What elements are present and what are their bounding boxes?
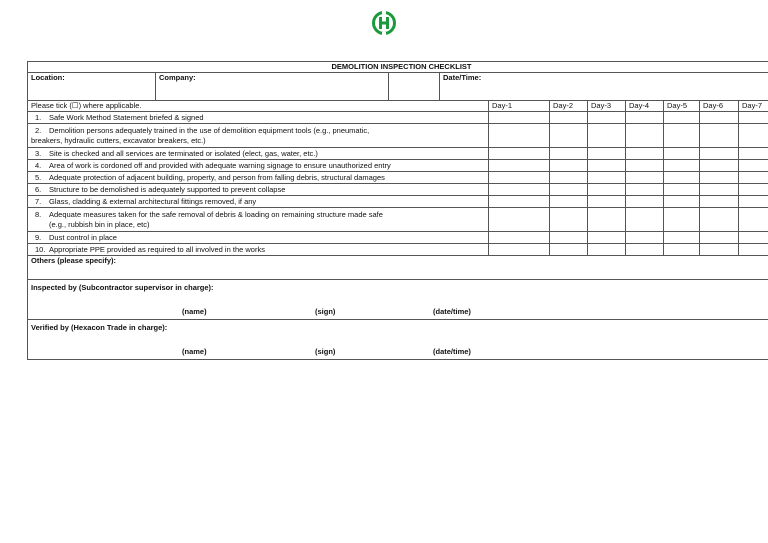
- others-label: Others (please specify):: [31, 256, 117, 265]
- day-header-2: Day-2: [550, 101, 588, 112]
- item-text: Adequate measures taken for the safe removal of debris & loading on remaining structure made safe: [49, 209, 383, 219]
- tick-cell-7[interactable]: [739, 172, 768, 184]
- verified-by-block[interactable]: [28, 320, 768, 360]
- tick-cell-4[interactable]: [626, 172, 664, 184]
- tick-cell-4[interactable]: [626, 160, 664, 172]
- tick-cell-1[interactable]: [489, 148, 550, 160]
- day-header-3: Day-3: [588, 101, 626, 112]
- tick-cell-3[interactable]: [588, 196, 626, 208]
- tick-cell-4[interactable]: [626, 148, 664, 160]
- tick-cell-1[interactable]: [489, 124, 550, 148]
- tick-cell-7[interactable]: [739, 160, 768, 172]
- day-header-4: Day-4: [626, 101, 664, 112]
- verified-date-label: (date/time): [433, 347, 471, 356]
- tick-cell-7[interactable]: [739, 124, 768, 148]
- tick-cell-5[interactable]: [664, 208, 700, 232]
- item-number: 1.: [35, 112, 42, 122]
- tick-cell-4[interactable]: [626, 112, 664, 124]
- item-number: 2.: [35, 125, 42, 135]
- tick-cell-5[interactable]: [664, 184, 700, 196]
- tick-cell-4[interactable]: [626, 244, 664, 256]
- tick-cell-3[interactable]: [588, 160, 626, 172]
- item-number: 8.: [35, 209, 42, 219]
- tick-instruction: Please tick (☐) where applicable.: [28, 101, 489, 112]
- company-logo: [370, 9, 398, 37]
- inspected-sign-label: (sign): [315, 307, 336, 316]
- tick-cell-2[interactable]: [550, 172, 588, 184]
- tick-cell-3[interactable]: [588, 232, 626, 244]
- tick-cell-4[interactable]: [626, 184, 664, 196]
- tick-cell-6[interactable]: [700, 172, 739, 184]
- inspected-name-label: (name): [182, 307, 207, 316]
- item-text: Demolition persons adequately trained in the use of demolition equipment tools (e.g., pneumatic,: [49, 125, 370, 135]
- item-number: 6.: [35, 184, 42, 194]
- tick-cell-6[interactable]: [700, 160, 739, 172]
- tick-cell-7[interactable]: [739, 232, 768, 244]
- tick-cell-4[interactable]: [626, 196, 664, 208]
- checklist-row: [28, 244, 768, 256]
- tick-cell-5[interactable]: [664, 124, 700, 148]
- tick-cell-5[interactable]: [664, 232, 700, 244]
- day-header-1: Day-1: [489, 101, 550, 112]
- tick-cell-2[interactable]: [550, 184, 588, 196]
- tick-cell-2[interactable]: [550, 208, 588, 232]
- tick-cell-6[interactable]: [700, 244, 739, 256]
- tick-cell-2[interactable]: [550, 160, 588, 172]
- tick-cell-4[interactable]: [626, 124, 664, 148]
- tick-cell-5[interactable]: [664, 112, 700, 124]
- inspected-label: Inspected by (Subcontractor supervisor in charge):: [31, 283, 214, 292]
- checklist-row: [28, 184, 768, 196]
- item-text: Safe Work Method Statement briefed & signed: [49, 112, 204, 122]
- day-header-5: Day-5: [664, 101, 700, 112]
- tick-cell-3[interactable]: [588, 112, 626, 124]
- tick-cell-6[interactable]: [700, 112, 739, 124]
- tick-cell-3[interactable]: [588, 184, 626, 196]
- checklist-row: [28, 208, 768, 232]
- tick-cell-3[interactable]: [588, 124, 626, 148]
- tick-cell-1[interactable]: [489, 172, 550, 184]
- item-number: 5.: [35, 172, 42, 182]
- checklist-row: [28, 148, 768, 160]
- company-field[interactable]: Company:: [156, 73, 389, 101]
- item-number: 4.: [35, 160, 42, 170]
- tick-cell-4[interactable]: [626, 232, 664, 244]
- item-text: Dust control in place: [49, 232, 117, 242]
- item-text: Appropriate PPE provided as required to all involved in the works: [49, 244, 265, 254]
- form-title: DEMOLITION INSPECTION CHECKLIST: [28, 62, 768, 73]
- day-header-7: Day-7: [739, 101, 768, 112]
- tick-cell-1[interactable]: [489, 196, 550, 208]
- item-text: Area of work is cordoned off and provided with adequate warning signage to ensure unauthorized entry: [49, 160, 391, 170]
- datetime-field[interactable]: [389, 73, 768, 101]
- tick-cell-5[interactable]: [664, 196, 700, 208]
- inspected-by-block[interactable]: [28, 280, 768, 320]
- tick-cell-7[interactable]: [739, 244, 768, 256]
- item-number: 9.: [35, 232, 42, 242]
- tick-cell-1[interactable]: [489, 208, 550, 232]
- checklist-table: [27, 61, 768, 360]
- tick-cell-3[interactable]: [588, 148, 626, 160]
- item-text: Adequate protection of adjacent building, property, and person from falling debris, structural damages: [49, 172, 385, 182]
- tick-cell-2[interactable]: [550, 244, 588, 256]
- item-text: Site is checked and all services are terminated or isolated (elect, gas, water, etc.): [49, 148, 318, 158]
- item-number: 7.: [35, 196, 42, 206]
- tick-cell-2[interactable]: [550, 124, 588, 148]
- checklist-row: [28, 196, 768, 208]
- tick-cell-6[interactable]: [700, 184, 739, 196]
- tick-cell-5[interactable]: [664, 244, 700, 256]
- checklist-row: [28, 232, 768, 244]
- tick-cell-6[interactable]: [700, 124, 739, 148]
- tick-cell-7[interactable]: [739, 196, 768, 208]
- tick-cell-3[interactable]: [588, 172, 626, 184]
- tick-cell-3[interactable]: [588, 244, 626, 256]
- item-number: 3.: [35, 148, 42, 158]
- datetime-label: Date/Time:: [443, 73, 482, 82]
- tick-cell-1[interactable]: [489, 160, 550, 172]
- others-field[interactable]: [28, 256, 768, 280]
- item-text: Glass, cladding & external architectural fittings removed, if any: [49, 196, 257, 206]
- verified-label: Verified by (Hexacon Trade in charge):: [31, 323, 168, 332]
- tick-cell-2[interactable]: [550, 112, 588, 124]
- tick-cell-2[interactable]: [550, 196, 588, 208]
- item-text-continued: (e.g., rubbish bin in place, etc): [49, 219, 150, 229]
- tick-cell-5[interactable]: [664, 172, 700, 184]
- tick-cell-7[interactable]: [739, 148, 768, 160]
- tick-cell-1[interactable]: [489, 244, 550, 256]
- location-field[interactable]: Location:: [28, 73, 156, 101]
- checklist-row: [28, 112, 768, 124]
- item-number: 10.: [35, 244, 46, 254]
- verified-name-label: (name): [182, 347, 207, 356]
- tick-cell-1[interactable]: [489, 232, 550, 244]
- tick-cell-4[interactable]: [626, 208, 664, 232]
- tick-cell-5[interactable]: [664, 160, 700, 172]
- checklist-row: [28, 124, 768, 148]
- tick-cell-6[interactable]: [700, 208, 739, 232]
- checklist-row: [28, 160, 768, 172]
- tick-cell-7[interactable]: [739, 184, 768, 196]
- day-header-6: Day-6: [700, 101, 739, 112]
- tick-cell-2[interactable]: [550, 148, 588, 160]
- tick-cell-6[interactable]: [700, 196, 739, 208]
- verified-sign-label: (sign): [315, 347, 336, 356]
- tick-cell-1[interactable]: [489, 184, 550, 196]
- tick-cell-7[interactable]: [739, 112, 768, 124]
- item-text-continued: breakers, hydraulic cutters, excavator breakers, etc.): [31, 135, 206, 145]
- tick-cell-6[interactable]: [700, 148, 739, 160]
- tick-cell-1[interactable]: [489, 112, 550, 124]
- tick-cell-2[interactable]: [550, 232, 588, 244]
- tick-cell-3[interactable]: [588, 208, 626, 232]
- tick-cell-5[interactable]: [664, 148, 700, 160]
- tick-cell-7[interactable]: [739, 208, 768, 232]
- inspected-date-label: (date/time): [433, 307, 471, 316]
- item-text: Structure to be demolished is adequately supported to prevent collapse: [49, 184, 286, 194]
- tick-cell-6[interactable]: [700, 232, 739, 244]
- checklist-row: [28, 172, 768, 184]
